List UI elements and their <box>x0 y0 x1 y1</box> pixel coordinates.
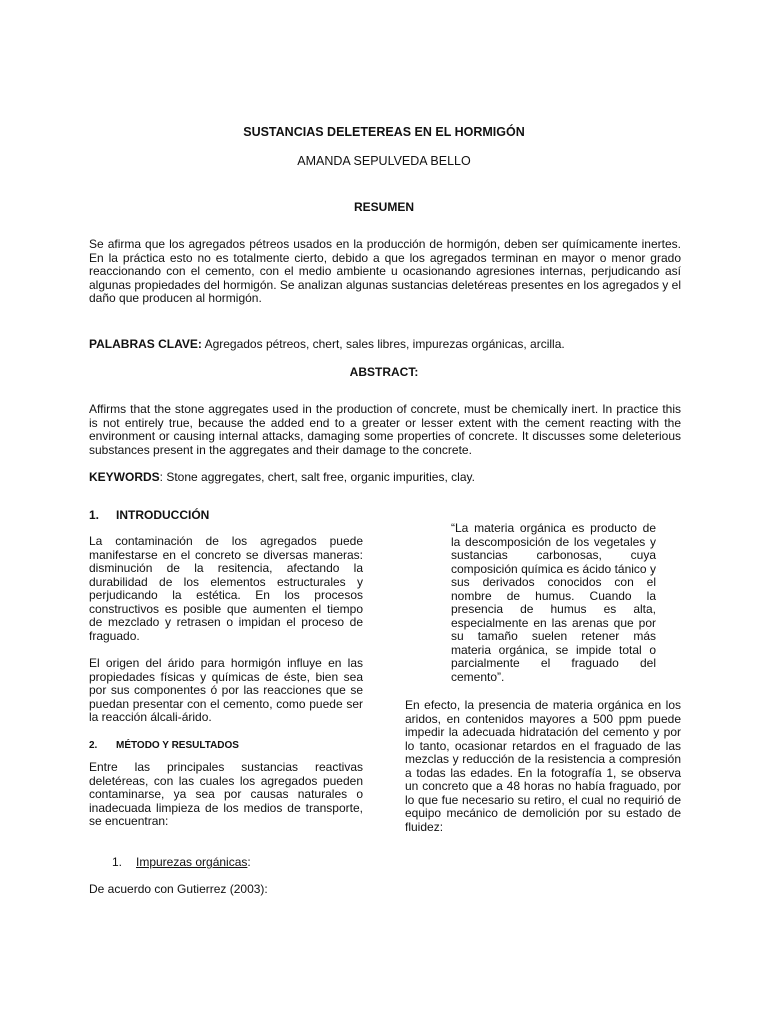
section-1-para-1: La contaminación de los agregados puede manifestarse en el concreto se diversas maneras: disminución de la resitencia, afectando la durabilidad de los elementos estructurales y perjudicando la estética. En los procesos constructivos es posible que aumenten el tiempo de mezclado y retrasen o impidan el proceso de fraguado. <box>89 534 363 643</box>
list-item-number: 1. <box>112 855 123 869</box>
section-1-title: INTRODUCCIÓN <box>116 508 210 522</box>
section-1-heading <box>89 509 363 523</box>
section-2-heading <box>89 739 363 753</box>
section-1-number: 1. <box>89 508 100 522</box>
keywords <box>89 471 681 485</box>
section-2-title: MÉTODO Y RESULTADOS <box>116 740 239 751</box>
resumen-body: Se afirma que los agregados pétreos usados en la producción de hormigón, deben ser químicamente inertes. En la práctica esto no es totalmente cierto, debido a que los agregados terminan en mayor o menor grado reaccionando con el cemento, con el medio ambiente u ocasionando agresiones internas, perjudicando así algunas propiedades del hormigón. Se analizan algunas sustancias deletéreas presentes en los agregados y el daño que producen al hormigón. <box>89 237 681 305</box>
right-column-para: En efecto, la presencia de materia orgánica en los aridos, en contenidos mayores a 500 ppm puede impedir la adecuada hidratación del cemento y por lo tanto, ocasionar retardos en el fraguado de las mezclas y reducción de la resistencia a compresión a todas las edades. En la fotografía 1, se observa un concreto que a 48 horas no había fraguado, por lo que fue necesario su retiro, el cual no requirió de equipo mecánico de demolición por su estado de fluidez: <box>405 698 681 834</box>
palabras-clave-label: PALABRAS CLAVE: <box>89 337 202 351</box>
resumen-heading: RESUMEN <box>353 200 414 214</box>
citation-line: De acuerdo con Gutierrez (2003): <box>89 882 268 896</box>
paper-title: SUSTANCIAS DELETEREAS EN EL HORMIGÓN <box>243 125 525 139</box>
keywords-text: : Stone aggregates, chert, salt free, organic impurities, clay. <box>159 470 475 484</box>
quote-block: “La materia orgánica es producto de la descomposición de los vegetales y sustancias carbonosas, cuya composición química es ácido tánico y sus derivados conocidos con el nombre de humus. Cuando la presencia de humus es alta, especialmente en las arenas que por su tamaño suelen retener más materia orgánica, se impide total o parcialmente el fraguado del cemento”. <box>451 521 656 684</box>
abstract-body: Affirms that the stone aggregates used in the production of concrete, must be chemically inert. In practice this is not entirely true, because the added end to a greater or lesser extent with the cement reacting with the environment or causing internal attacks, damaging some properties of concrete. It discusses some deleterious substances present in the aggregates and their damage to the concrete. <box>89 402 681 457</box>
abstract-heading: ABSTRACT: <box>349 365 419 379</box>
section-1-para-2: El origen del árido para hormigón influye en las propiedades físicas y químicas de éste, bien sea por sus componentes ó por las reacciones que se puedan presentar con el cemento, como puede ser la reacción álcali-árido. <box>89 656 363 724</box>
palabras-clave-text: Agregados pétreos, chert, sales libres, impurezas orgánicas, arcilla. <box>201 337 565 351</box>
list-item-text: Impurezas orgánicas <box>136 855 248 869</box>
paper-author: AMANDA SEPULVEDA BELLO <box>297 154 471 168</box>
list-item-suffix: : <box>247 855 251 869</box>
keywords-label: KEYWORDS <box>89 470 160 484</box>
section-2-para-1: Entre las principales sustancias reactivas deletéreas, con las cuales los agregados pueden contaminarse, ya sea por causas naturales o inadecuada limpieza de los medios de transporte, se encuentran: <box>89 760 363 828</box>
list-item <box>112 856 352 870</box>
palabras-clave <box>89 338 681 352</box>
section-2-number: 2. <box>89 740 98 751</box>
